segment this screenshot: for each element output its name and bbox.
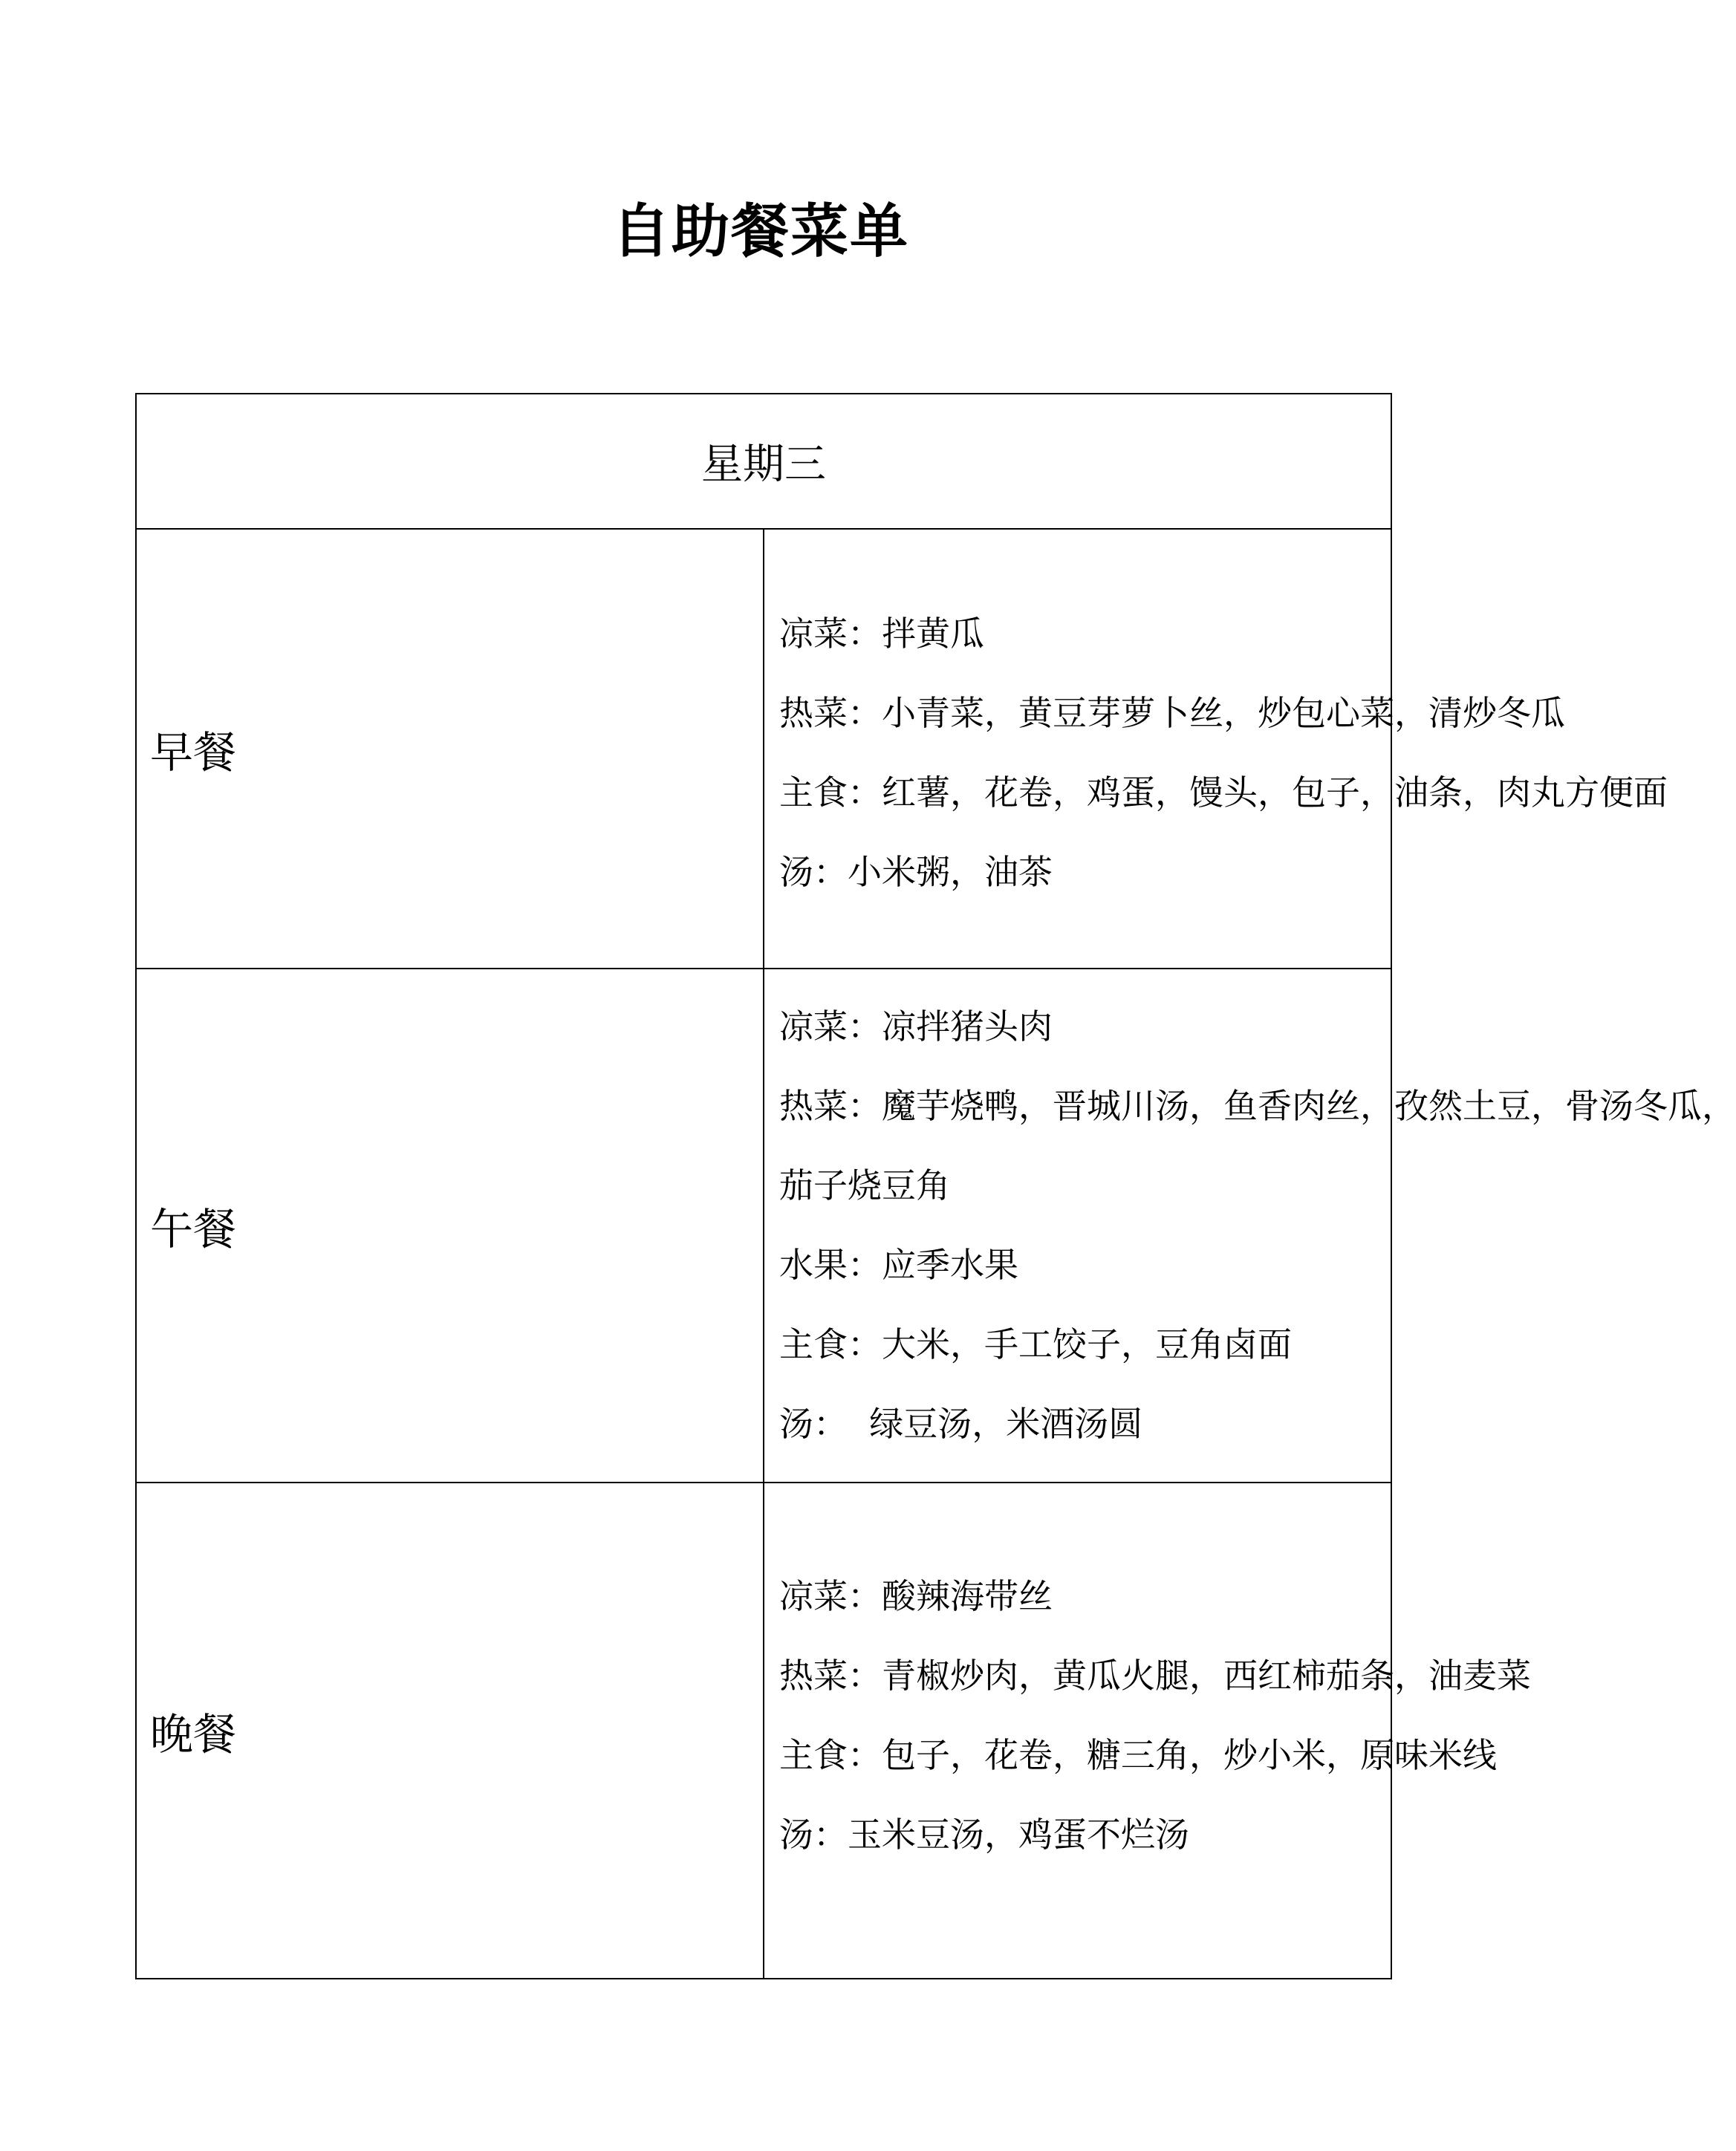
menu-line: 汤：玉米豆汤，鸡蛋不烂汤	[779, 1815, 1189, 1855]
meal-label-dinner: 晚餐	[136, 1483, 764, 1979]
menu-line: 汤： 绿豆汤，米酒汤圆	[779, 1404, 1143, 1444]
meal-label-breakfast: 早餐	[136, 529, 764, 969]
menu-line: 汤：小米粥，油茶	[779, 852, 1053, 892]
menu-line: 热菜：青椒炒肉，黄瓜火腿，西红柿茄条，油麦菜	[779, 1656, 1531, 1696]
menu-line: 茄子烧豆角	[779, 1165, 950, 1205]
page-title: 自助餐菜单	[611, 198, 909, 265]
menu-line: 主食：红薯，花卷，鸡蛋，馒头，包子，油条，肉丸方便面	[779, 772, 1668, 813]
meal-row-dinner	[136, 1483, 1391, 1979]
menu-line: 热菜：魔芋烧鸭，晋城川汤，鱼香肉丝，孜然土豆，骨汤冬瓜，	[779, 1086, 1736, 1126]
meal-row-lunch	[136, 969, 1391, 1483]
meal-items-dinner	[764, 1483, 1531, 1979]
meal-items-breakfast	[764, 529, 1668, 969]
menu-line: 凉菜：凉拌猪头肉	[779, 1006, 1053, 1047]
menu-line: 主食：包子，花卷，糖三角，炒小米，原味米线	[779, 1735, 1497, 1775]
meal-items-lunch	[764, 969, 1736, 1483]
menu-line: 热菜：小青菜，黄豆芽萝卜丝，炒包心菜，清炒冬瓜	[779, 693, 1565, 733]
menu-line: 水果：应季水果	[779, 1245, 1018, 1285]
day-row	[136, 394, 1391, 529]
meal-row-breakfast	[136, 529, 1391, 969]
menu-line: 主食：大米，手工饺子，豆角卤面	[779, 1324, 1292, 1364]
meal-label-lunch: 午餐	[136, 969, 764, 1483]
day-label: 星期三	[136, 394, 1391, 529]
menu-table	[135, 393, 1736, 1979]
menu-line: 凉菜：酸辣海带丝	[779, 1576, 1053, 1616]
menu-line: 凉菜：拌黄瓜	[779, 614, 984, 654]
